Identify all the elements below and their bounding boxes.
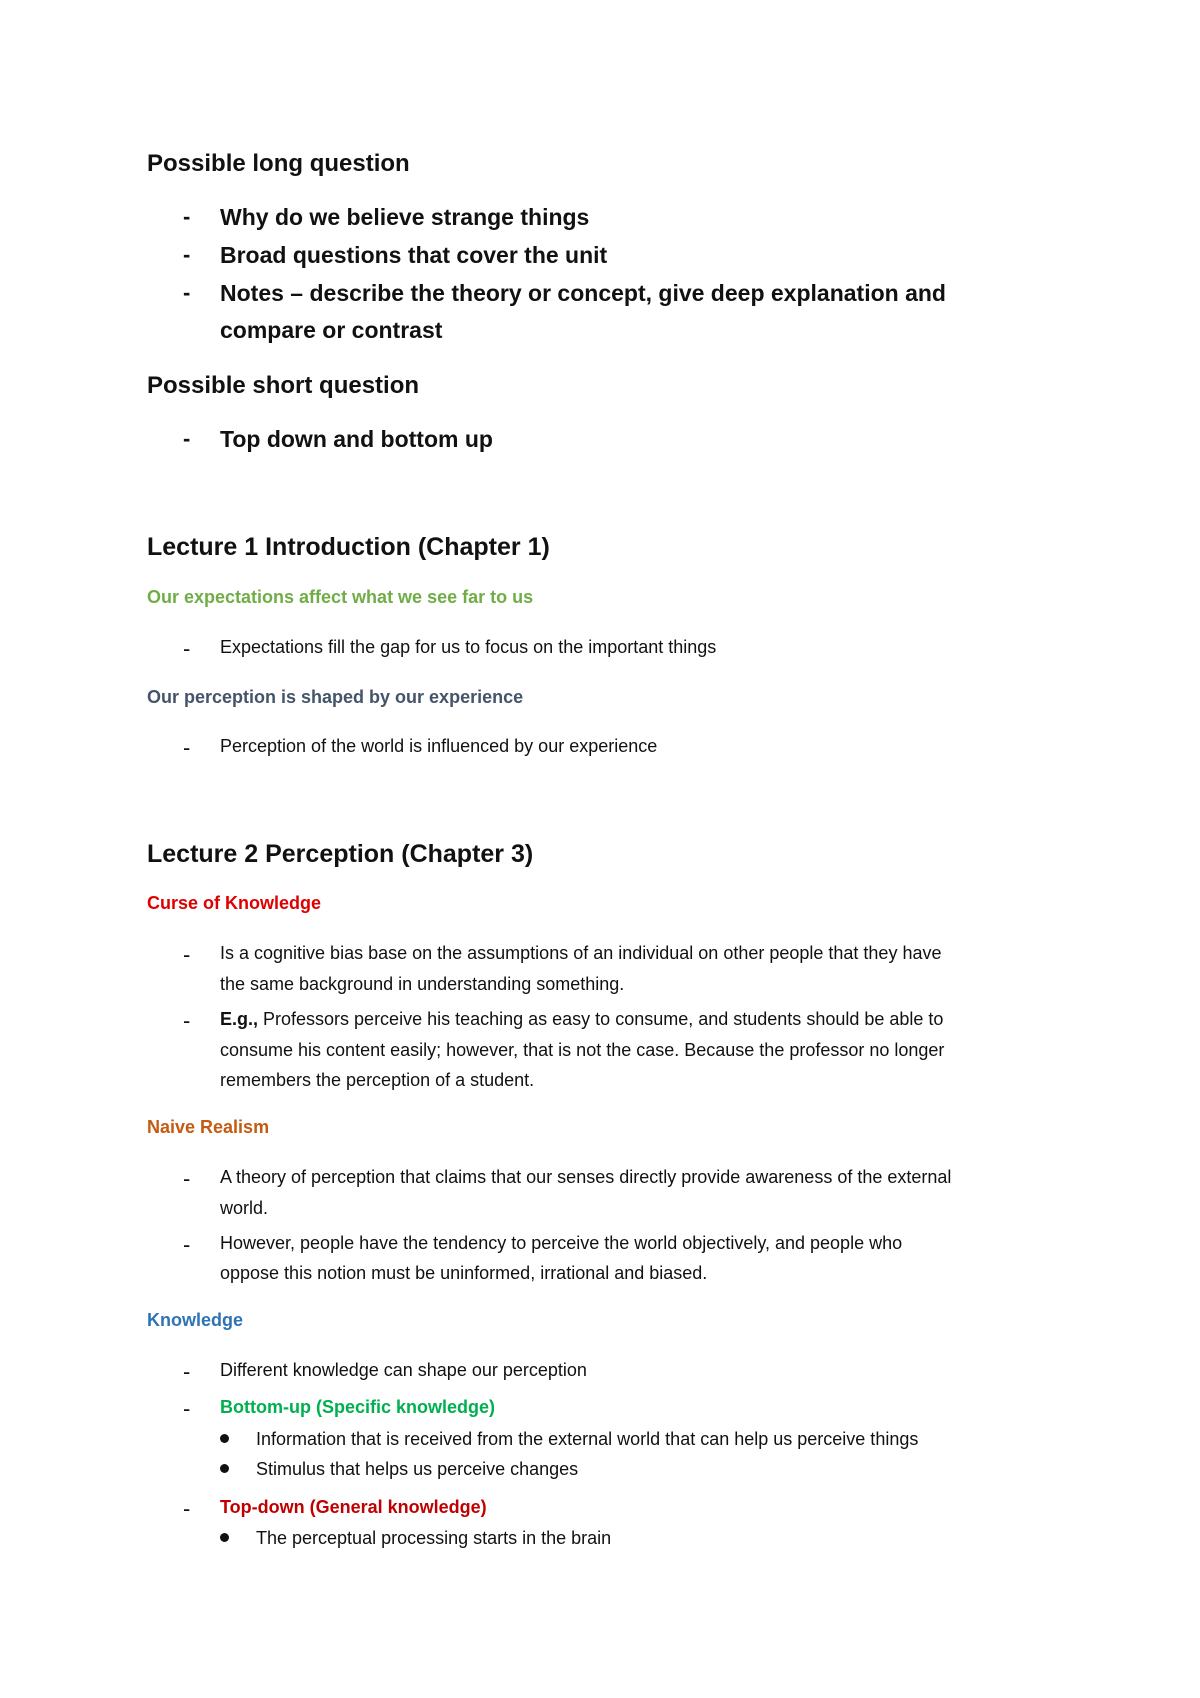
dash-marker: - bbox=[183, 426, 191, 451]
dash-marker: - bbox=[183, 1359, 191, 1384]
dash-marker: - bbox=[183, 280, 191, 305]
curse-example-continued: remembers the perception of a student. bbox=[220, 1070, 535, 1090]
knowledge-heading: Knowledge bbox=[147, 1310, 244, 1330]
bullet-marker bbox=[220, 1434, 229, 1443]
dash-marker: - bbox=[183, 1166, 191, 1191]
bullet-marker bbox=[220, 1533, 229, 1542]
dash-marker: - bbox=[183, 1232, 191, 1257]
top-down-item: The perceptual processing starts in the brain bbox=[256, 1528, 612, 1548]
short-question-item: Top down and bottom up bbox=[220, 426, 493, 452]
dash-marker: - bbox=[183, 1008, 191, 1033]
lecture2-title: Lecture 2 Perception (Chapter 3) bbox=[147, 840, 534, 868]
long-question-item: Why do we believe strange things bbox=[220, 204, 590, 230]
dash-marker: - bbox=[183, 1396, 191, 1421]
perception-experience-heading: Our perception is shaped by our experience bbox=[147, 687, 524, 707]
dash-marker: - bbox=[183, 242, 191, 267]
curse-example bbox=[220, 1009, 943, 1030]
naive-item-continued: world. bbox=[220, 1198, 269, 1218]
dash-marker: - bbox=[183, 942, 191, 967]
short-question-heading: Possible short question bbox=[147, 372, 420, 399]
naive-realism-heading: Naive Realism bbox=[147, 1117, 270, 1137]
bottom-up-item: Information that is received from the external world that can help us perceive things bbox=[256, 1429, 919, 1449]
bottom-up-heading: Bottom-up (Specific knowledge) bbox=[220, 1397, 496, 1417]
expectations-item: Expectations fill the gap for us to focus on the important things bbox=[220, 637, 717, 657]
dash-marker: - bbox=[183, 735, 191, 760]
example-label: E.g., bbox=[220, 1009, 259, 1029]
curse-item: Is a cognitive bias base on the assumptions of an individual on other people that they have bbox=[220, 943, 942, 963]
long-question-item: Notes – describe the theory or concept, give deep explanation and bbox=[220, 280, 946, 306]
curse-of-knowledge-heading: Curse of Knowledge bbox=[147, 893, 322, 913]
expectations-heading: Our expectations affect what we see far to us bbox=[147, 587, 534, 607]
long-question-item-continued: compare or contrast bbox=[220, 317, 443, 343]
top-down-heading: Top-down (General knowledge) bbox=[220, 1497, 487, 1517]
knowledge-item: Different knowledge can shape our perception bbox=[220, 1360, 587, 1380]
naive-item: However, people have the tendency to perceive the world objectively, and people who bbox=[220, 1233, 903, 1253]
example-text: Professors perceive his teaching as easy to consume, and students should be able to bbox=[258, 1009, 944, 1029]
bottom-up-item: Stimulus that helps us perceive changes bbox=[256, 1459, 579, 1479]
dash-marker: - bbox=[183, 1496, 191, 1521]
naive-item: A theory of perception that claims that our senses directly provide awareness of the external bbox=[220, 1167, 952, 1187]
dash-marker: - bbox=[183, 204, 191, 229]
lecture1-title: Lecture 1 Introduction (Chapter 1) bbox=[147, 533, 550, 561]
long-question-heading: Possible long question bbox=[147, 150, 410, 177]
long-question-item: Broad questions that cover the unit bbox=[220, 242, 608, 268]
curse-example-continued: consume his content easily; however, that is not the case. Because the professor no longer bbox=[220, 1040, 945, 1060]
dash-marker: - bbox=[183, 636, 191, 661]
bullet-marker bbox=[220, 1464, 229, 1473]
naive-item-continued: oppose this notion must be uninformed, irrational and biased. bbox=[220, 1263, 708, 1283]
perception-experience-item: Perception of the world is influenced by our experience bbox=[220, 736, 658, 756]
curse-item-continued: the same background in understanding something. bbox=[220, 974, 625, 994]
